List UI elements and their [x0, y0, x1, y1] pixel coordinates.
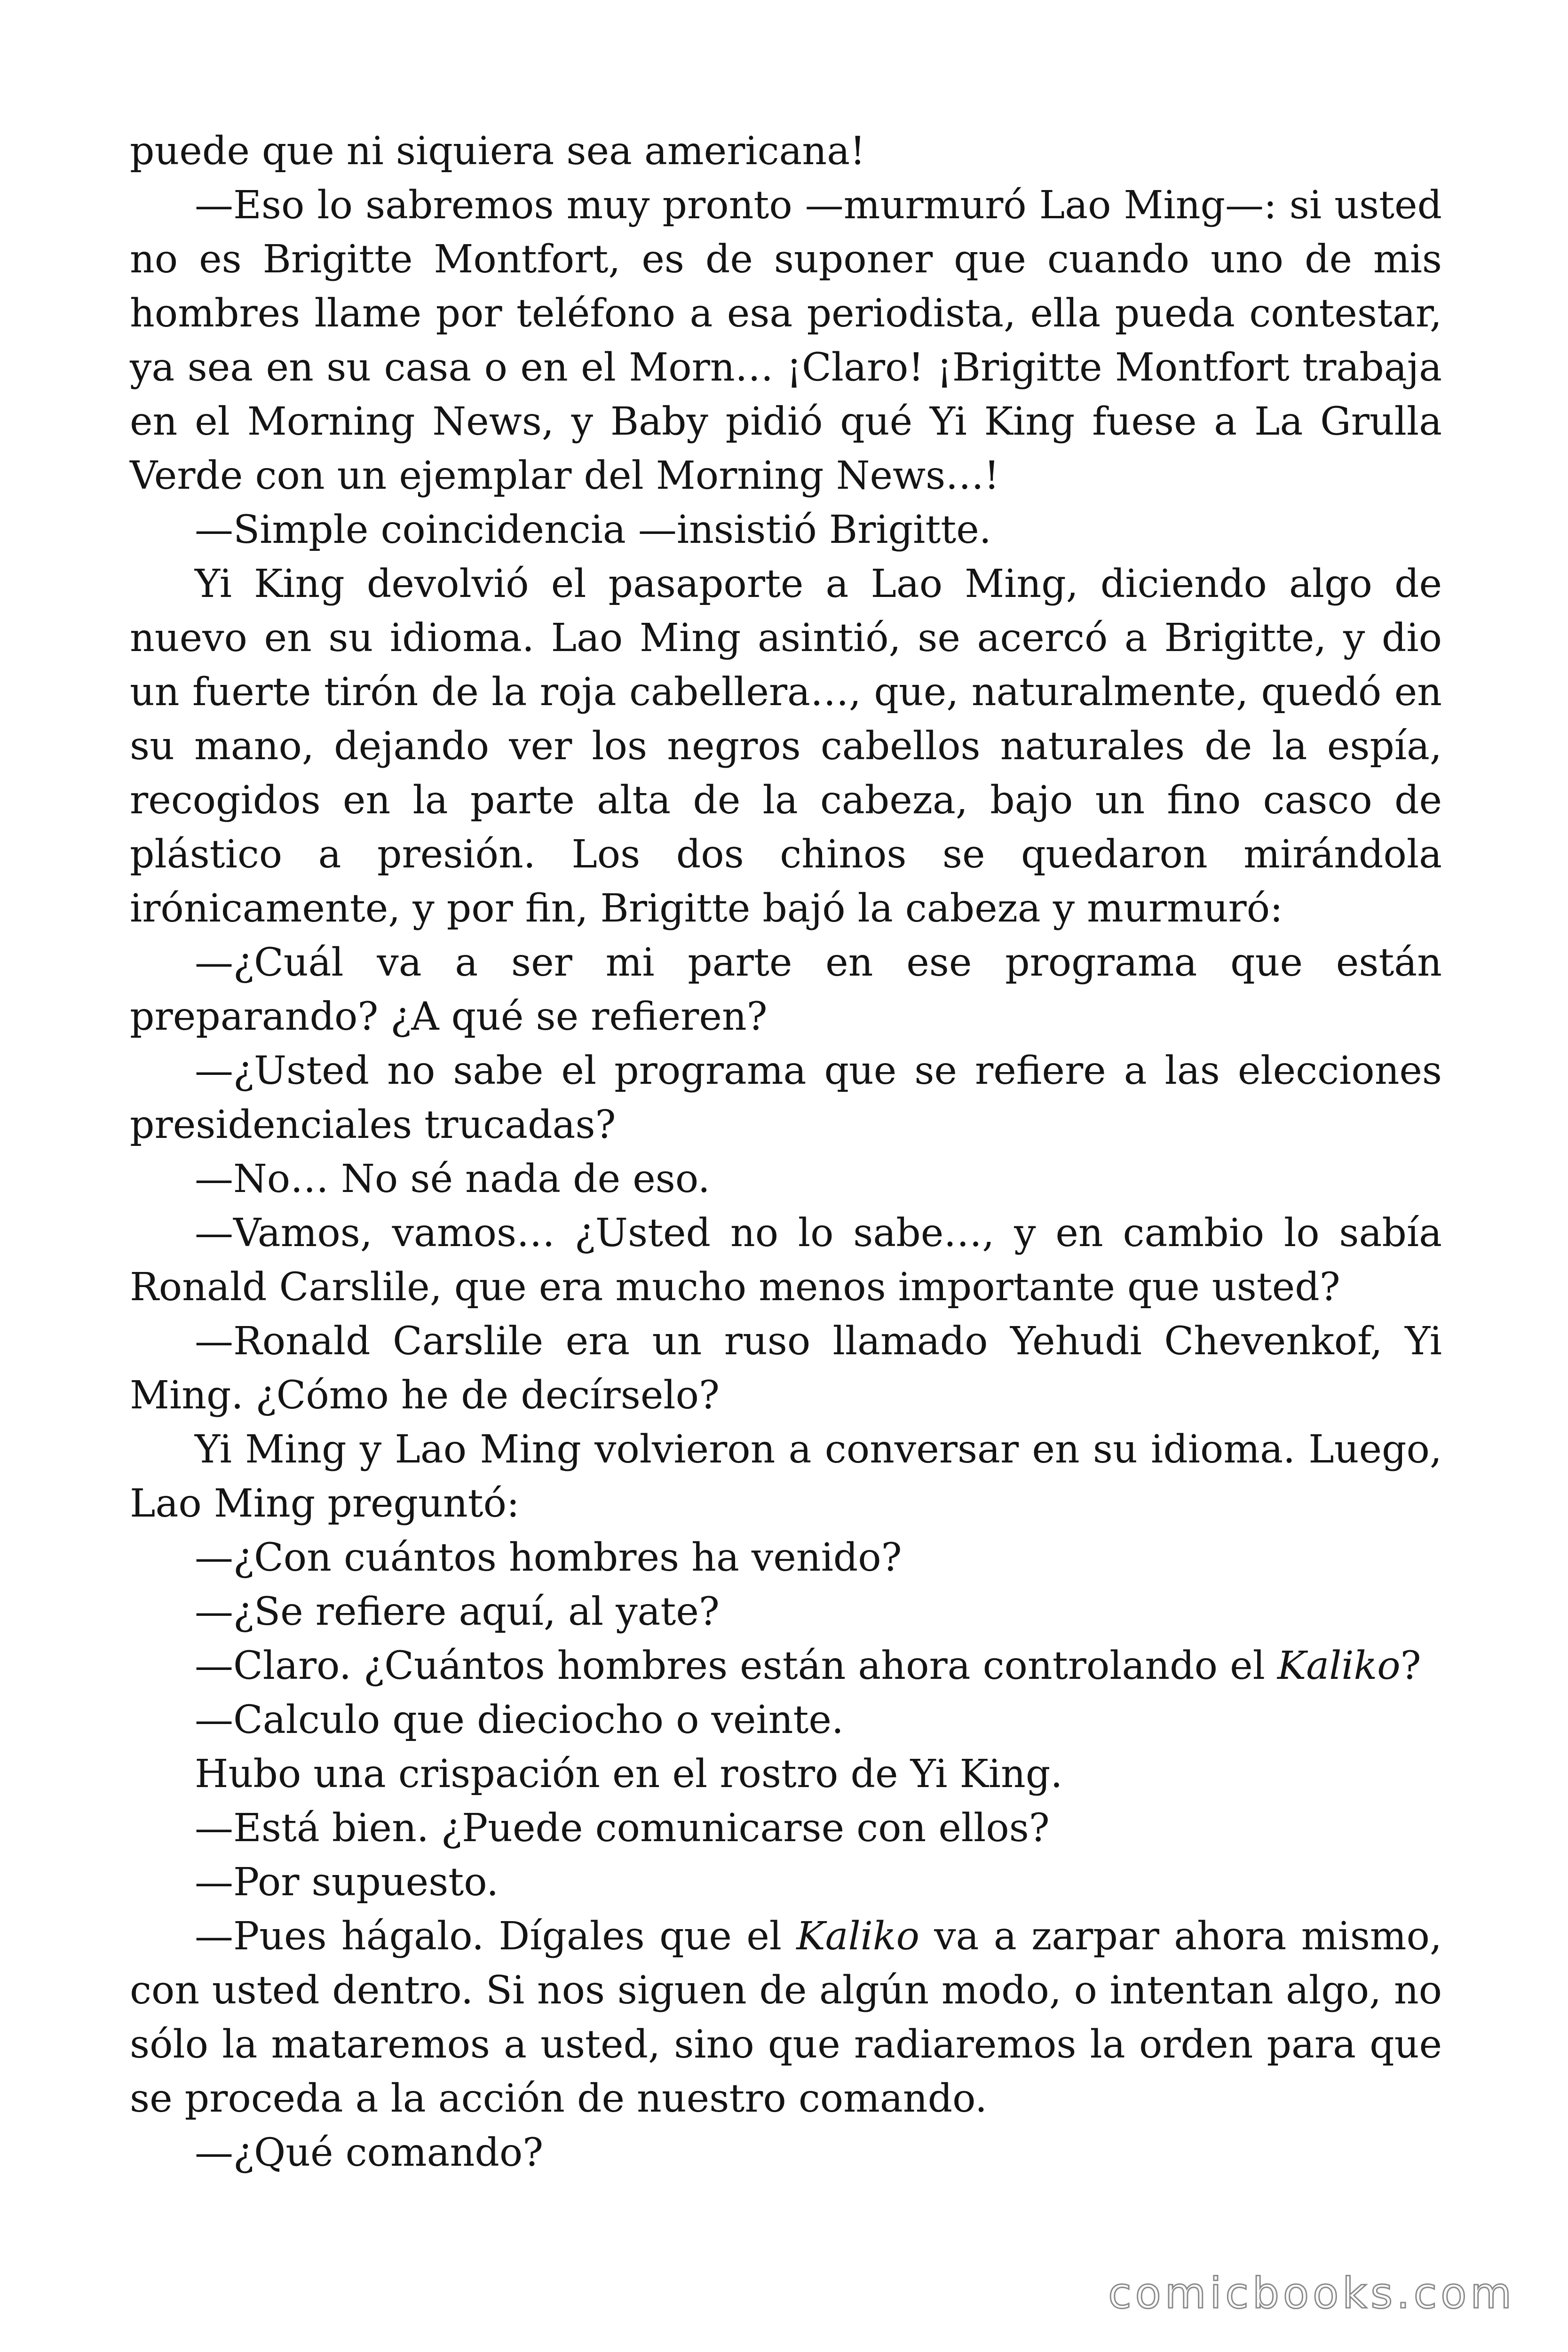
text-run: —¿Qué comando? — [195, 2130, 544, 2175]
text-run: —Vamos, vamos… ¿Usted no lo sabe…, y en cambio lo sabía Ronald Carslile, que era mucho menos importante que usted? — [130, 1211, 1442, 1310]
paragraph — [130, 1314, 1442, 1422]
paragraph — [130, 124, 1442, 178]
paragraph — [130, 1044, 1442, 1152]
paragraph — [130, 1152, 1442, 1206]
text-run: —¿Con cuántos hombres ha venido? — [195, 1535, 902, 1580]
text-run: —Claro. ¿Cuántos hombres están ahora controlando el — [195, 1644, 1277, 1688]
italic-text: Kaliko — [1277, 1644, 1401, 1688]
page-text — [130, 124, 1442, 2180]
text-run: —No… No sé nada de eso. — [195, 1157, 710, 1201]
paragraph — [130, 1909, 1442, 2126]
text-run: —Eso lo sabremos muy pronto —murmuró Lao Ming—: si usted no es Brigitte Montfort, es de suponer que cuando uno de mis hombres llame por teléfono a esa periodista, ella pueda contestar, ya sea en su casa o en el Morn… ¡Claro! ¡Brigitte Montfort trabaja en el Morning News, y Baby pidió qué Yi King fuese a La Grulla Verde con un ejemplar del Morning News…! — [130, 183, 1442, 498]
text-run: ? — [1400, 1644, 1421, 1688]
text-run: —Simple coincidencia —insistió Brigitte. — [195, 508, 991, 552]
text-run: —Ronald Carslile era un ruso llamado Yehudi Chevenkof, Yi Ming. ¿Cómo he de decírselo? — [130, 1319, 1442, 1418]
paragraph — [130, 557, 1442, 936]
paragraph — [130, 1585, 1442, 1639]
paragraph — [130, 1422, 1442, 1531]
text-run: —Está bien. ¿Puede comunicarse con ellos? — [195, 1806, 1050, 1851]
paragraph — [130, 1801, 1442, 1855]
paragraph — [130, 1747, 1442, 1801]
paragraph — [130, 2126, 1442, 2180]
text-run: —Por supuesto. — [195, 1860, 499, 1905]
text-run: Yi King devolvió el pasaporte a Lao Ming, diciendo algo de nuevo en su idioma. Lao Ming asintió, se acercó a Brigitte, y dio un fuerte tirón de la roja cabellera…, que, naturalmente, quedó en su mano, dejando ver los negros cabellos naturales de la espía, recogidos en la parte alta de la cabeza, bajo un fino casco de plástico a presión. Los dos chinos se quedaron mirándola irónicamente, y por fin, Brigitte bajó la cabeza y murmuró: — [130, 562, 1442, 931]
paragraph — [130, 178, 1442, 503]
text-run: —¿Cuál va a ser mi parte en ese programa que están preparando? ¿A qué se refieren? — [130, 940, 1442, 1039]
paragraph — [130, 1855, 1442, 1909]
text-run: —¿Usted no sabe el programa que se refiere a las elecciones presidenciales trucadas? — [130, 1049, 1442, 1147]
text-run: —¿Se refiere aquí, al yate? — [195, 1589, 720, 1634]
paragraph — [130, 503, 1442, 557]
text-run: Yi Ming y Lao Ming volvieron a conversar en su idioma. Luego, Lao Ming preguntó: — [130, 1427, 1442, 1526]
paragraph — [130, 1693, 1442, 1747]
paragraph — [130, 1639, 1442, 1693]
watermark: comicbooks.com — [1108, 2269, 1515, 2318]
text-run: va a zarpar ahora mismo, con usted dentro. Si nos siguen de algún modo, o intentan algo, no sólo la mataremos a usted, sino que radiaremos la orden para que se proceda a la acción de nuestro comando. — [130, 1914, 1442, 2121]
paragraph — [130, 936, 1442, 1044]
text-run: —Calculo que dieciocho o veinte. — [195, 1698, 844, 1742]
paragraph — [130, 1531, 1442, 1585]
italic-text: Kaliko — [796, 1914, 919, 1959]
text-run: puede que ni siquiera sea americana! — [130, 129, 866, 174]
text-run: —Pues hágalo. Dígales que el — [195, 1914, 797, 1959]
text-run: Hubo una crispación en el rostro de Yi King. — [195, 1752, 1063, 1796]
paragraph — [130, 1206, 1442, 1314]
